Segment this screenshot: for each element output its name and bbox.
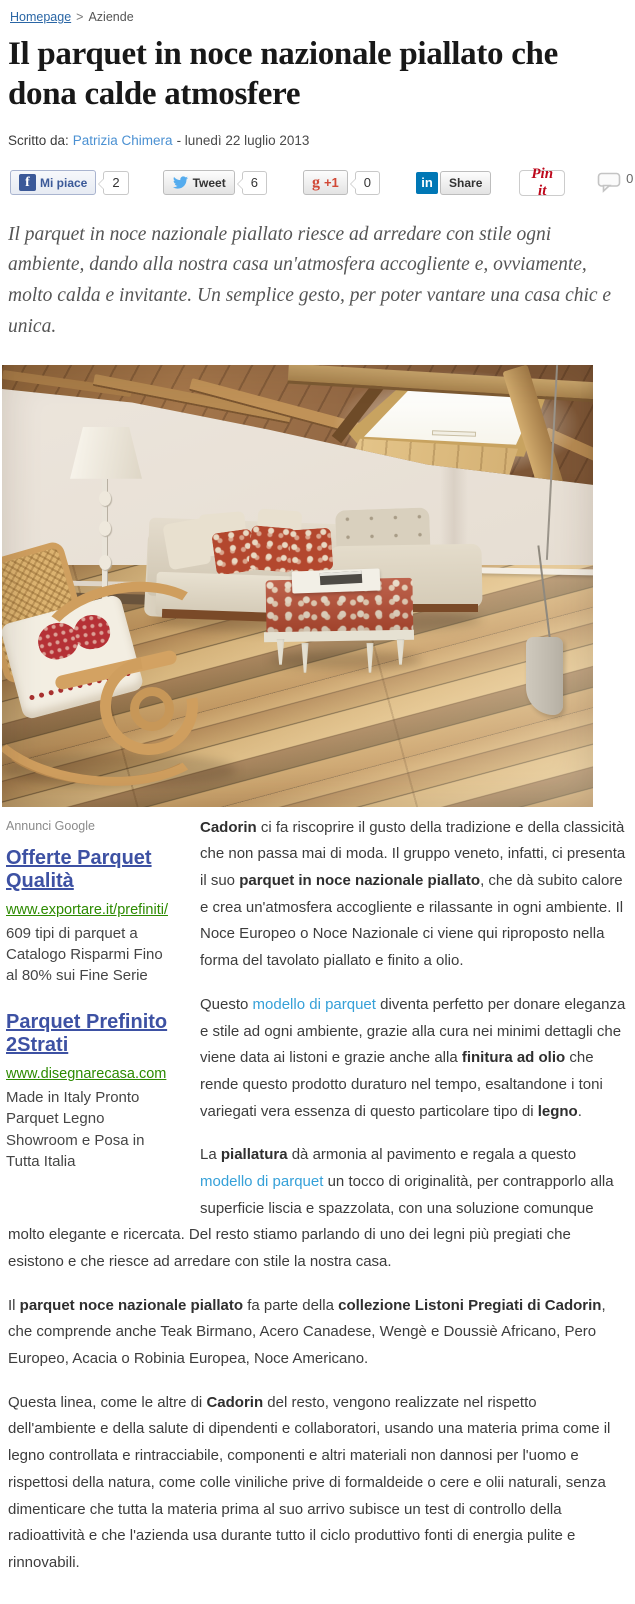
ads-header-label: Annunci Google bbox=[6, 818, 95, 833]
author-link[interactable]: Patrizia Chimera bbox=[72, 132, 173, 148]
text-run: , che dà subito calore e crea un'atmosfera accogliente e rilassante in ogni ambiente. Il Noce Europeo o Noce Nazionale ci viene qui riproposto nella forma del tavolato piallato e finito a olio. bbox=[200, 872, 624, 970]
text-run: del resto, vengono realizzate nel rispetto dell'ambiente e della salute di dipendenti e collaboratori, usando una materia prima come il legno controllata e rintracciabile, componenti e altri materiali non dannosi per l'uomo e rispettosi della natura, come colle viniliche prive di formaldeide o cere e olii naturali, senza dimenticare che tutta la materia prima al suo arrivo subisce un test di controllo della radioattività e che l'azienda usa durante tutto il ciclo produttivo fonti di energia pulite e rinnovabili. bbox=[8, 1393, 611, 1571]
ad-url-link[interactable]: www.disegnarecasa.com bbox=[6, 1065, 167, 1082]
breadcrumb-separator: > bbox=[76, 10, 84, 24]
text-run: , che comprende anche Teak Birmano, Acero Canadese, Wengè e Doussiè Africano, Pero Europeo, Acacia o Robinia Europea, Noce Americano. bbox=[8, 1296, 606, 1368]
facebook-like-widget bbox=[10, 170, 129, 195]
bold-text: parquet in noce nazionale piallato bbox=[239, 872, 481, 890]
gplus-count: 0 bbox=[355, 171, 380, 195]
page-title: Il parquet in noce nazionale piallato che dona calde atmosfere bbox=[8, 36, 558, 113]
linkedin-share-button[interactable] bbox=[440, 171, 491, 195]
ad-description: 609 tipi di parquet a Catalogo Risparmi Fino al 80% sui Fine Serie bbox=[6, 924, 163, 985]
twitter-bird-icon bbox=[172, 175, 189, 190]
comment-count: 0 bbox=[626, 171, 634, 186]
text-run: ci fa riscoprire il gusto della tradizione e della classicità che non passa mai di moda. Il gruppo veneto, infatti, ci presenta il suo bbox=[200, 818, 626, 890]
article-intro: Il parquet in noce nazionale piallato riesce ad arredare con stile ogni ambiente, dando alla nostra casa un'atmosfera accogliente e, ovviamente, molto calda e invitante. Un semplice gesto, per poter vantare una casa chic e unica. bbox=[8, 223, 612, 337]
linkedin-share-label: Share bbox=[449, 175, 483, 190]
text-run: diventa perfetto per donare eleganza e stile ad ogni ambiente, grazie alla cura nei minimi dettagli che viene data ai listoni e grazie anche alla bbox=[200, 995, 626, 1067]
red-pillow bbox=[248, 525, 296, 573]
comment-bubble-icon bbox=[597, 172, 623, 193]
pinterest-label: Pin it bbox=[531, 165, 554, 199]
linkedin-widget bbox=[416, 171, 491, 195]
bold-text: piallatura bbox=[220, 1146, 288, 1164]
breadcrumb-current: Aziende bbox=[88, 10, 134, 24]
text-run: dà armonia al pavimento e regala a questo bbox=[287, 1146, 577, 1164]
tweet-button[interactable] bbox=[163, 170, 235, 195]
bold-text: Cadorin bbox=[206, 1393, 264, 1411]
tweet-count: 6 bbox=[242, 171, 267, 195]
bold-text: finitura ad olio bbox=[461, 1049, 566, 1067]
article-date: - lunedì 22 luglio 2013 bbox=[176, 132, 310, 148]
facebook-like-label: Mi piace bbox=[40, 175, 88, 190]
facebook-icon: f bbox=[19, 174, 36, 191]
pinterest-pin-button[interactable] bbox=[519, 165, 565, 199]
text-run: fa parte della bbox=[243, 1296, 339, 1314]
social-share-bar bbox=[10, 165, 634, 199]
byline bbox=[8, 133, 627, 148]
byline-prefix: Scritto da: bbox=[8, 132, 69, 148]
text-run: Questo bbox=[200, 995, 253, 1013]
gplus-label: +1 bbox=[323, 175, 339, 190]
tweet-label: Tweet bbox=[192, 175, 226, 190]
ad-item bbox=[6, 1011, 174, 1172]
facebook-like-count: 2 bbox=[103, 171, 128, 195]
ad-item bbox=[6, 847, 174, 987]
bold-text: Cadorin bbox=[200, 818, 257, 836]
text-run: . bbox=[577, 1102, 582, 1120]
breadcrumb bbox=[10, 10, 627, 24]
ad-description: Made in Italy Pronto Parquet Legno Showroom e Posa in Tutta Italia bbox=[6, 1088, 145, 1170]
floor-lamp bbox=[70, 427, 142, 479]
bold-text: collezione Listoni Pregiati di Cadorin bbox=[338, 1296, 602, 1314]
breadcrumb-home-link[interactable]: Homepage bbox=[10, 10, 72, 24]
text-run: Il bbox=[8, 1296, 20, 1314]
text-run: un tocco di originalità, per contrapporlo alla superficie liscia e spazzolata, con una soluzione comunque molto elegante e ricercata. Del resto stiamo parlando di uno dei legni più pregiati che esistono e che riesce ad arredare con stile la nostra casa. bbox=[8, 1172, 614, 1270]
tweet-widget bbox=[163, 170, 267, 195]
text-run: Questa linea, come le altre di bbox=[8, 1393, 207, 1411]
gplus-button[interactable] bbox=[303, 170, 348, 195]
red-pillow bbox=[289, 527, 334, 572]
facebook-like-button[interactable] bbox=[10, 170, 96, 195]
bold-text: legno bbox=[537, 1102, 578, 1120]
bold-text: parquet noce nazionale piallato bbox=[19, 1296, 244, 1314]
text-run: che rende questo prodotto duraturo nel tempo, esaltandone i toni variegati vera essenza di questo particolare tipo di bbox=[200, 1049, 603, 1120]
ad-url-link[interactable]: www.exportare.it/prefiniti/ bbox=[6, 901, 168, 918]
inline-link[interactable]: modello di parquet bbox=[200, 1172, 324, 1190]
google-ads-block bbox=[6, 819, 174, 1196]
linkedin-icon[interactable]: in bbox=[416, 172, 438, 194]
inline-link[interactable]: modello di parquet bbox=[252, 995, 376, 1013]
comments-widget[interactable] bbox=[597, 172, 633, 193]
wall-bracket bbox=[526, 637, 563, 715]
google-g-icon: g bbox=[311, 173, 320, 191]
article-paragraph bbox=[8, 1390, 627, 1577]
article-paragraph bbox=[8, 1293, 627, 1373]
article-photo bbox=[2, 365, 593, 807]
ad-title-link[interactable]: Offerte Parquet Qualità bbox=[6, 846, 152, 893]
ad-title-link[interactable]: Parquet Prefinito 2Strati bbox=[6, 1010, 168, 1057]
gplus-widget bbox=[303, 170, 380, 195]
text-run: La bbox=[200, 1146, 221, 1164]
